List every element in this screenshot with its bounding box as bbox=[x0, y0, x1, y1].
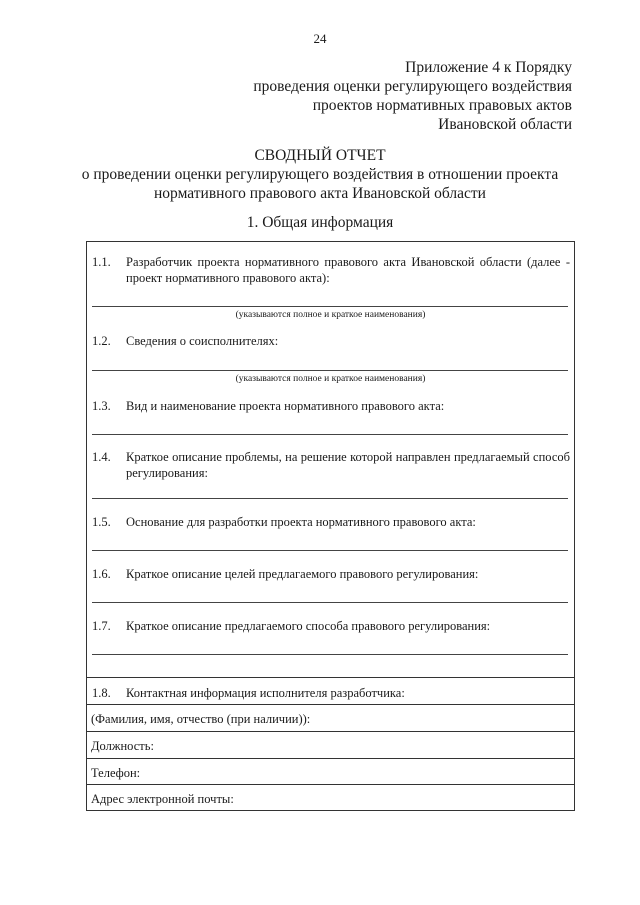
title-main: СВОДНЫЙ ОТЧЕТ bbox=[254, 147, 386, 164]
item-number: 1.4. bbox=[92, 450, 111, 464]
item-label: Контактная информация исполнителя разработчика: bbox=[126, 686, 405, 700]
contact-field-position[interactable]: Должность: bbox=[91, 739, 154, 753]
appendix-line: проектов нормативных правовых актов bbox=[312, 97, 572, 114]
form-item-coexecutors bbox=[92, 333, 570, 351]
form-item-act-type bbox=[92, 398, 570, 416]
row-divider bbox=[87, 758, 574, 759]
title-subtitle-line: о проведении оценки регулирующего воздействия в отношении проекта bbox=[81, 166, 559, 183]
item-label: Основание для разработки проекта нормативного правового акта: bbox=[126, 515, 476, 529]
input-line-coexecutors[interactable] bbox=[92, 370, 568, 371]
form-item-contact bbox=[92, 685, 570, 703]
form-item-goals bbox=[92, 566, 570, 584]
input-line-developer[interactable] bbox=[92, 306, 568, 307]
field-hint: (указываются полное и краткое наименования) bbox=[235, 374, 426, 384]
input-line-method[interactable] bbox=[92, 654, 568, 655]
item-label: Краткое описание предлагаемого способа правового регулирования: bbox=[126, 619, 491, 633]
field-hint: (указываются полное и краткое наименования) bbox=[235, 310, 426, 320]
contact-field-email[interactable]: Адрес электронной почты: bbox=[91, 792, 234, 806]
general-info-table bbox=[86, 241, 575, 811]
appendix-line: Приложение 4 к Порядку bbox=[405, 59, 572, 76]
item-number: 1.7. bbox=[92, 619, 111, 633]
item-number: 1.8. bbox=[92, 686, 111, 700]
item-label: Вид и наименование проекта нормативного правового акта: bbox=[126, 399, 445, 413]
form-item-problem bbox=[92, 449, 570, 483]
item-number: 1.6. bbox=[92, 567, 111, 581]
appendix-line: Ивановской области bbox=[438, 116, 572, 133]
row-divider bbox=[87, 704, 574, 705]
form-item-basis bbox=[92, 514, 570, 532]
section-heading: 1. Общая информация bbox=[246, 214, 394, 231]
item-label: Сведения о соисполнителях: bbox=[126, 334, 279, 348]
title-subtitle-line: нормативного правового акта Ивановской области bbox=[154, 185, 486, 202]
input-line-problem[interactable] bbox=[92, 498, 568, 499]
contact-field-full-name[interactable]: (Фамилия, имя, отчество (при наличии)): bbox=[91, 712, 311, 726]
row-divider bbox=[87, 731, 574, 732]
item-label: Краткое описание проблемы, на решение которой направлен предлагаемый способ регулирования: bbox=[126, 450, 570, 480]
item-number: 1.5. bbox=[92, 515, 111, 529]
contact-field-phone[interactable]: Телефон: bbox=[91, 766, 141, 780]
appendix-line: проведения оценки регулирующего воздействия bbox=[253, 78, 572, 95]
item-number: 1.2. bbox=[92, 334, 111, 348]
item-label: Краткое описание целей предлагаемого правового регулирования: bbox=[126, 567, 479, 581]
document-title bbox=[0, 146, 640, 203]
item-number: 1.1. bbox=[92, 255, 111, 269]
form-item-developer bbox=[92, 254, 570, 288]
row-divider bbox=[87, 677, 574, 678]
row-divider bbox=[87, 784, 574, 785]
input-line-goals[interactable] bbox=[92, 602, 568, 603]
item-label: Разработчик проекта нормативного правового акта Ивановской области (далее - проект нормативного правового акта): bbox=[126, 255, 570, 285]
input-line-basis[interactable] bbox=[92, 550, 568, 551]
item-number: 1.3. bbox=[92, 399, 111, 413]
appendix-note bbox=[253, 58, 572, 134]
form-item-method bbox=[92, 618, 570, 636]
input-line-act-type[interactable] bbox=[92, 434, 568, 435]
page-number: 24 bbox=[313, 31, 327, 46]
